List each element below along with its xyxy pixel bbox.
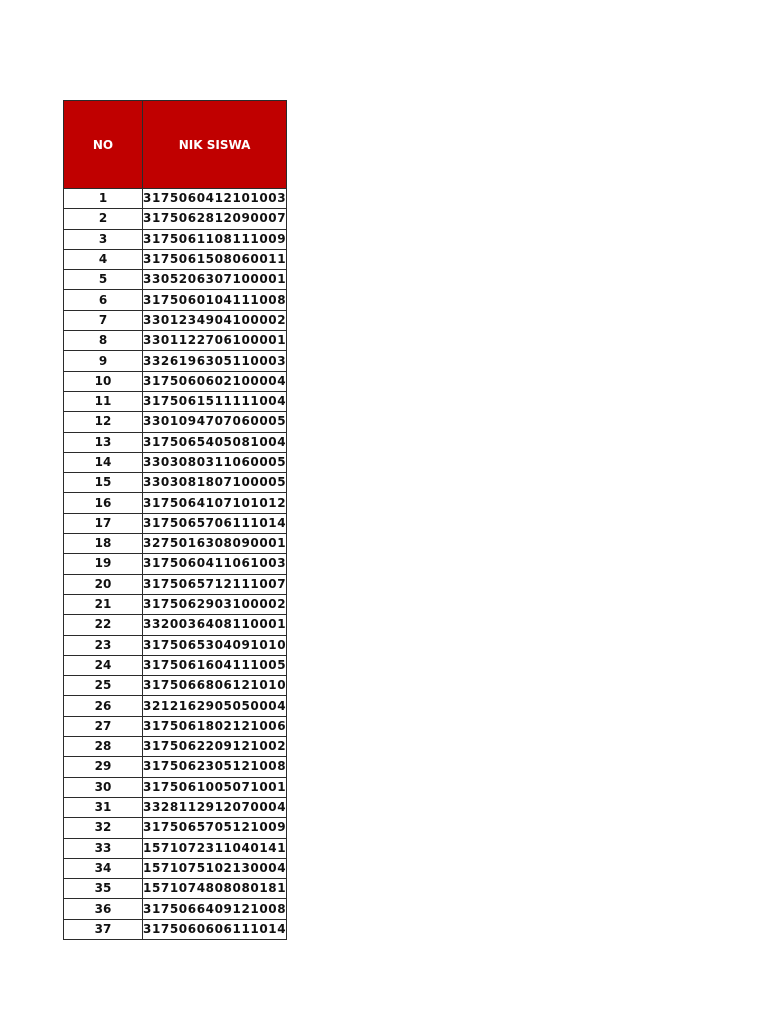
nik-cell: 3326196305110003 (143, 351, 287, 371)
row-number-cell: 4 (64, 249, 143, 269)
nik-cell: 1571074808080181 (143, 879, 287, 899)
row-number-cell: 33 (64, 838, 143, 858)
row-number-cell: 21 (64, 594, 143, 614)
row-number-cell: 26 (64, 696, 143, 716)
nik-cell: 3175065706111014 (143, 513, 287, 533)
nik-cell: 3175062305121008 (143, 757, 287, 777)
row-number-cell: 7 (64, 310, 143, 330)
row-number-cell: 12 (64, 412, 143, 432)
row-number-cell: 19 (64, 554, 143, 574)
header-nik-siswa: NIK SISWA (143, 101, 287, 189)
table-row (64, 493, 287, 513)
nik-cell: 1571075102130004 (143, 858, 287, 878)
nik-cell: 1571072311040141 (143, 838, 287, 858)
table-row (64, 676, 287, 696)
table-row (64, 229, 287, 249)
row-number-cell: 14 (64, 452, 143, 472)
row-number-cell: 18 (64, 534, 143, 554)
row-number-cell: 5 (64, 270, 143, 290)
table-row (64, 371, 287, 391)
row-number-cell: 3 (64, 229, 143, 249)
row-number-cell: 22 (64, 615, 143, 635)
row-number-cell: 6 (64, 290, 143, 310)
table-row (64, 757, 287, 777)
table-row (64, 838, 287, 858)
header-row (64, 101, 287, 189)
nik-cell: 3175060104111008 (143, 290, 287, 310)
table-row (64, 189, 287, 209)
table-row (64, 452, 287, 472)
table-row (64, 615, 287, 635)
row-number-cell: 32 (64, 818, 143, 838)
student-nik-sheet (63, 100, 287, 940)
nik-cell: 3175061604111005 (143, 655, 287, 675)
table-row (64, 310, 287, 330)
row-number-cell: 34 (64, 858, 143, 878)
row-number-cell: 15 (64, 473, 143, 493)
nik-cell: 3301094707060005 (143, 412, 287, 432)
nik-cell: 3320036408110001 (143, 615, 287, 635)
row-number-cell: 36 (64, 899, 143, 919)
table-row (64, 351, 287, 371)
nik-cell: 3175061108111009 (143, 229, 287, 249)
table-row (64, 594, 287, 614)
table-row (64, 899, 287, 919)
table-row (64, 737, 287, 757)
nik-cell: 3175065705121009 (143, 818, 287, 838)
nik-cell: 3175066806121010 (143, 676, 287, 696)
nik-cell: 3175062209121002 (143, 737, 287, 757)
nik-cell: 3175066409121008 (143, 899, 287, 919)
nik-cell: 3175060606111014 (143, 919, 287, 939)
table-row (64, 534, 287, 554)
row-number-cell: 37 (64, 919, 143, 939)
table-row (64, 432, 287, 452)
table-row (64, 635, 287, 655)
nik-cell: 3303080311060005 (143, 452, 287, 472)
nik-cell: 3212162905050004 (143, 696, 287, 716)
nik-cell: 3175064107101012 (143, 493, 287, 513)
table-row (64, 209, 287, 229)
nik-cell: 3175060411061003 (143, 554, 287, 574)
row-number-cell: 28 (64, 737, 143, 757)
nik-cell: 3175061802121006 (143, 716, 287, 736)
table-row (64, 574, 287, 594)
table-row (64, 473, 287, 493)
row-number-cell: 2 (64, 209, 143, 229)
row-number-cell: 20 (64, 574, 143, 594)
row-number-cell: 11 (64, 391, 143, 411)
table-row (64, 716, 287, 736)
table-row (64, 777, 287, 797)
nik-cell: 3303081807100005 (143, 473, 287, 493)
nik-cell: 3175062903100002 (143, 594, 287, 614)
header-no: NO (64, 101, 143, 189)
row-number-cell: 30 (64, 777, 143, 797)
nik-cell: 3175060602100004 (143, 371, 287, 391)
table-row (64, 655, 287, 675)
row-number-cell: 16 (64, 493, 143, 513)
table-row (64, 331, 287, 351)
row-number-cell: 17 (64, 513, 143, 533)
nik-cell: 3175060412101003 (143, 189, 287, 209)
nik-cell: 3305206307100001 (143, 270, 287, 290)
nik-cell: 3175062812090007 (143, 209, 287, 229)
row-number-cell: 13 (64, 432, 143, 452)
table-row (64, 858, 287, 878)
nik-cell: 3175061511111004 (143, 391, 287, 411)
nik-cell: 3328112912070004 (143, 797, 287, 817)
table-row (64, 696, 287, 716)
row-number-cell: 24 (64, 655, 143, 675)
table-row (64, 818, 287, 838)
table-header (64, 101, 287, 189)
table-row (64, 290, 287, 310)
row-number-cell: 23 (64, 635, 143, 655)
table-row (64, 412, 287, 432)
nik-cell: 3275016308090001 (143, 534, 287, 554)
row-number-cell: 1 (64, 189, 143, 209)
row-number-cell: 31 (64, 797, 143, 817)
table-row (64, 249, 287, 269)
nik-cell: 3175065405081004 (143, 432, 287, 452)
row-number-cell: 35 (64, 879, 143, 899)
table-row (64, 391, 287, 411)
nik-cell: 3175065712111007 (143, 574, 287, 594)
nik-cell: 3175061508060011 (143, 249, 287, 269)
row-number-cell: 29 (64, 757, 143, 777)
nik-cell: 3175065304091010 (143, 635, 287, 655)
row-number-cell: 10 (64, 371, 143, 391)
table-row (64, 513, 287, 533)
row-number-cell: 25 (64, 676, 143, 696)
table-row (64, 879, 287, 899)
table-row (64, 270, 287, 290)
table-row (64, 919, 287, 939)
table-body (64, 189, 287, 940)
row-number-cell: 9 (64, 351, 143, 371)
nik-cell: 3301234904100002 (143, 310, 287, 330)
nik-cell: 3301122706100001 (143, 331, 287, 351)
table-row (64, 554, 287, 574)
nik-table (63, 100, 287, 940)
row-number-cell: 27 (64, 716, 143, 736)
row-number-cell: 8 (64, 331, 143, 351)
table-row (64, 797, 287, 817)
nik-cell: 3175061005071001 (143, 777, 287, 797)
